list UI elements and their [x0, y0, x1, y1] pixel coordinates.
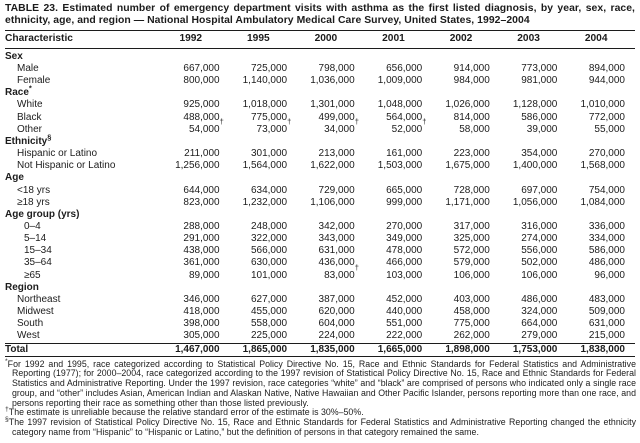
value-cell: 914,000 — [453, 62, 490, 74]
value-cell: 634,000 — [250, 184, 288, 196]
section-row — [5, 87, 635, 99]
column-header-year: 2003 — [500, 30, 568, 48]
value-cell — [500, 87, 568, 99]
value-cell — [230, 48, 298, 63]
value-cell: 349,000 — [386, 233, 423, 245]
value-cell: 103,000 — [386, 269, 423, 281]
value-cell — [162, 172, 230, 184]
value-cell: 270,000 — [386, 221, 423, 232]
row-label: ≥18 yrs — [17, 196, 50, 208]
value-cell: 336,000 — [588, 221, 625, 232]
value-cell: 620,000 — [318, 306, 355, 318]
value-cell: 1,140,000 — [242, 75, 288, 87]
value-cell: 1,171,000 — [445, 196, 490, 208]
column-header-year: 1992 — [162, 30, 230, 48]
value-cell: 213,000 — [318, 148, 355, 160]
value-cell — [500, 209, 568, 221]
total-row — [5, 343, 635, 356]
table-row — [5, 221, 635, 233]
value-cell: 262,000 — [453, 330, 490, 342]
value-cell: 1,865,000 — [230, 343, 298, 356]
value-cell: 1,467,000 — [162, 343, 230, 356]
value-cell: 1,838,000 — [567, 343, 635, 356]
value-cell: 325,000 — [453, 233, 490, 245]
value-cell: 586,000 — [521, 111, 558, 123]
value-cell: 944,000 — [588, 75, 625, 87]
value-cell — [230, 136, 298, 148]
value-cell: 73,000† — [256, 117, 292, 135]
value-cell: 466,000 — [386, 257, 423, 269]
value-cell: 316,000 — [521, 221, 558, 232]
value-cell — [230, 282, 298, 294]
dagger-marker: † — [5, 406, 9, 414]
value-cell: 644,000 — [183, 184, 220, 196]
value-cell — [432, 209, 500, 221]
value-cell: 1,010,000 — [580, 99, 625, 111]
table-row — [5, 160, 635, 172]
value-cell: 566,000 — [250, 245, 288, 257]
value-cell — [297, 48, 365, 63]
value-cell: 1,898,000 — [432, 343, 500, 356]
value-cell — [297, 87, 365, 99]
value-cell: 1,568,000 — [580, 160, 625, 172]
value-cell: 317,000 — [453, 221, 490, 232]
value-cell: 101,000 — [250, 269, 288, 281]
row-label: Total — [5, 343, 162, 356]
value-cell: 664,000 — [521, 318, 558, 330]
value-cell: 354,000 — [521, 148, 558, 160]
section-row — [5, 209, 635, 221]
value-cell: 55,000 — [594, 123, 625, 135]
value-cell — [162, 136, 230, 148]
value-cell: 814,000 — [453, 111, 490, 123]
value-cell — [500, 282, 568, 294]
row-label: Other — [17, 123, 43, 135]
value-cell: 58,000 — [459, 123, 490, 135]
value-cell: 558,000 — [250, 318, 288, 330]
value-cell: 488,000 — [183, 111, 220, 123]
value-cell: 343,000 — [318, 233, 355, 245]
footnote-ethnicity — [5, 418, 636, 437]
value-cell: 1,009,000 — [377, 75, 423, 87]
value-cell: 1,301,000 — [310, 99, 355, 111]
value-cell — [297, 282, 365, 294]
value-cell — [297, 209, 365, 221]
value-cell: 322,000 — [250, 233, 288, 245]
value-cell — [365, 282, 433, 294]
row-label: White — [17, 99, 43, 111]
value-cell: 346,000 — [183, 293, 220, 305]
row-label: 35–64 — [24, 257, 52, 269]
value-cell: 1,622,000 — [310, 160, 355, 172]
value-cell: 1,835,000 — [297, 343, 365, 356]
value-cell: 1,400,000 — [512, 160, 558, 172]
value-cell — [567, 136, 635, 148]
value-cell: 483,000 — [588, 293, 625, 305]
value-cell: 398,000 — [183, 318, 220, 330]
table-row — [5, 185, 635, 197]
value-cell: 729,000 — [318, 184, 355, 196]
value-cell: 83,000† — [324, 263, 359, 281]
value-cell — [567, 172, 635, 184]
column-header-year: 2001 — [365, 30, 433, 48]
table-row — [5, 99, 635, 111]
value-cell: 39,000 — [526, 123, 558, 135]
value-cell: 324,000 — [521, 306, 558, 318]
row-label: South — [17, 318, 44, 330]
value-cell: 775,000 — [250, 111, 288, 123]
footnotes — [5, 357, 636, 438]
value-cell: 823,000 — [183, 196, 220, 208]
value-cell: 773,000 — [521, 62, 558, 74]
value-cell: 301,000 — [250, 148, 288, 160]
value-cell: 458,000 — [453, 306, 490, 318]
row-label: <18 yrs — [17, 184, 51, 196]
value-cell: 1,048,000 — [377, 99, 423, 111]
value-cell: 334,000 — [588, 233, 625, 245]
value-cell — [432, 172, 500, 184]
value-cell: 1,564,000 — [242, 160, 288, 172]
value-cell: 604,000 — [318, 318, 355, 330]
value-cell: 656,000 — [386, 62, 423, 74]
row-label: 5–14 — [24, 233, 47, 245]
section-row — [5, 48, 635, 63]
value-cell: 486,000 — [588, 257, 625, 269]
value-cell: 509,000 — [588, 306, 625, 318]
section-row — [5, 136, 635, 148]
value-cell — [567, 209, 635, 221]
value-cell: 224,000 — [318, 330, 355, 342]
value-cell: 288,000 — [183, 221, 220, 232]
value-cell: 440,000 — [386, 306, 423, 318]
value-cell: 572,000 — [453, 245, 490, 257]
value-cell — [365, 209, 433, 221]
value-cell: 211,000 — [184, 148, 220, 160]
row-label: 15–34 — [24, 245, 52, 257]
value-cell: 1,128,000 — [512, 99, 558, 111]
value-cell — [162, 48, 230, 63]
value-cell — [567, 87, 635, 99]
value-cell: 106,000 — [453, 269, 490, 281]
value-cell: 631,000 — [318, 245, 355, 257]
table-row — [5, 330, 635, 343]
value-cell: 270,000 — [588, 148, 625, 160]
table-title: TABLE 23. Estimated number of emergency department visits with asthma as the first listed diagnosis, by year, sex, race, ethnicity, age, and region — National Hospital Ambulatory Medical Care Survey, United States, 1992–2004 — [5, 3, 635, 26]
table-row — [5, 233, 635, 245]
value-cell: 291,000 — [183, 233, 220, 245]
value-cell — [162, 282, 230, 294]
value-cell: 279,000 — [521, 330, 558, 342]
table-row — [5, 318, 635, 330]
value-cell: 418,000 — [183, 306, 220, 318]
row-label: Sex — [5, 50, 23, 62]
row-label: West — [17, 330, 40, 342]
row-label: Female — [17, 75, 51, 87]
value-cell — [432, 87, 500, 99]
value-cell: 1,753,000 — [500, 343, 568, 356]
value-cell: 455,000 — [250, 306, 288, 318]
row-label: Not Hispanic or Latino — [17, 160, 116, 172]
value-cell: 697,000 — [521, 184, 558, 196]
value-cell: 627,000 — [250, 293, 288, 305]
value-cell: 925,000 — [183, 99, 220, 111]
value-cell: 436,000 — [318, 257, 355, 269]
section-row — [5, 282, 635, 294]
value-cell: 1,232,000 — [242, 196, 288, 208]
row-label: Age group (yrs) — [5, 208, 80, 220]
value-cell: 34,000† — [324, 117, 359, 135]
footnote-text: For 1992 and 1995, race categorized according to Statistical Policy Directive No. 15, Race and Ethnic Standards for Federal Statistics and Administrative Reporting (1977); for 2000–2004, race categorized according to the 1997 revision of Statistical Policy Directive No. 15, Race and Ethnic Standards for Federal Statistics and Administrative Reporting. Under the 1997 revision, race categories “white” and “black” are comprised of persons who indicated only a single race group, and “other” includes Asian, American Indian and Alaskan Native, Native Hawaiian and Other Pacific Islander, persons reporting more than one race, and persons reporting their race as something other than those listed previously. — [7, 358, 636, 408]
asthma-ed-visits-table — [5, 30, 635, 357]
value-cell: 223,000 — [453, 148, 490, 160]
table-row — [5, 63, 635, 75]
value-cell — [432, 136, 500, 148]
section-marker: § — [5, 416, 9, 424]
value-cell: 1,036,000 — [310, 75, 355, 87]
header-row — [5, 30, 635, 48]
row-label: Region — [5, 281, 39, 293]
column-header-year: 2004 — [567, 30, 635, 48]
column-header-year: 2000 — [297, 30, 365, 48]
value-cell: 502,000 — [521, 257, 558, 269]
table-row — [5, 294, 635, 306]
row-label: ≥65 — [24, 269, 41, 281]
value-cell: 225,000 — [250, 330, 288, 342]
value-cell — [500, 48, 568, 63]
value-cell — [162, 87, 230, 99]
value-cell: 1,026,000 — [445, 99, 490, 111]
table-body — [5, 48, 635, 356]
value-cell: 342,000 — [318, 221, 355, 232]
row-label: Male — [17, 62, 39, 74]
value-cell — [365, 87, 433, 99]
value-cell — [365, 48, 433, 63]
value-cell: 403,000 — [453, 293, 490, 305]
value-cell: 1,106,000 — [310, 196, 355, 208]
value-cell: 478,000 — [386, 245, 423, 257]
value-cell: 725,000 — [250, 62, 288, 74]
table-row — [5, 112, 635, 124]
value-cell: 274,000 — [521, 233, 558, 245]
value-cell: 1,084,000 — [580, 196, 625, 208]
value-cell — [365, 136, 433, 148]
row-label: Hispanic or Latino — [17, 148, 98, 160]
value-cell: 775,000 — [453, 318, 490, 330]
value-cell — [500, 136, 568, 148]
value-cell — [297, 172, 365, 184]
value-cell: 499,000 — [318, 111, 355, 123]
value-cell: 665,000 — [386, 184, 423, 196]
value-cell — [230, 172, 298, 184]
value-cell: 981,000 — [521, 75, 558, 87]
value-cell: 1,056,000 — [512, 196, 558, 208]
value-cell: 106,000 — [521, 269, 558, 281]
value-cell: 1,665,000 — [365, 343, 433, 356]
value-cell: 222,000 — [386, 330, 423, 342]
value-cell — [500, 172, 568, 184]
value-cell — [365, 172, 433, 184]
value-cell: 551,000 — [386, 318, 423, 330]
value-cell: 438,000 — [183, 245, 220, 257]
table-row — [5, 257, 635, 269]
value-cell: 984,000 — [453, 75, 490, 87]
value-cell: 361,000 — [183, 257, 220, 269]
row-label: Northeast — [17, 293, 61, 305]
value-cell: 564,000 — [386, 111, 423, 123]
value-cell: 96,000 — [594, 269, 625, 281]
value-cell: 305,000 — [183, 330, 220, 342]
column-header-year: 1995 — [230, 30, 298, 48]
value-cell: 556,000 — [521, 245, 558, 257]
value-cell: 387,000 — [318, 293, 355, 305]
label-superscript: § — [47, 132, 52, 142]
row-label: Ethnicity§ — [5, 132, 52, 147]
value-cell — [230, 209, 298, 221]
table-row — [5, 75, 635, 87]
table-row — [5, 245, 635, 257]
value-cell — [432, 282, 500, 294]
table-row — [5, 124, 635, 136]
table-header — [5, 30, 635, 48]
value-cell: 772,000 — [588, 111, 625, 123]
column-header-year: 2002 — [432, 30, 500, 48]
value-cell: 999,000 — [386, 196, 423, 208]
asterisk-marker: * — [5, 357, 8, 365]
column-header-characteristic: Characteristic — [5, 30, 162, 48]
table-row — [5, 306, 635, 318]
label-superscript: * — [28, 83, 32, 93]
value-cell: 215,000 — [588, 330, 625, 342]
value-cell: 486,000 — [521, 293, 558, 305]
value-cell: 800,000 — [183, 75, 220, 87]
table-row — [5, 270, 635, 282]
value-cell: 798,000 — [318, 62, 355, 74]
value-cell: 586,000 — [588, 245, 625, 257]
value-cell: 1,503,000 — [377, 160, 423, 172]
footnote-race — [5, 357, 636, 409]
table-row — [5, 148, 635, 160]
value-cell: 248,000 — [250, 221, 288, 232]
value-cell: 894,000 — [588, 62, 625, 74]
value-cell: 1,675,000 — [445, 160, 490, 172]
footnote-text: The 1997 revision of Statistical Policy Directive No. 15, Race and Ethnic Standards for Federal Statistics and Administrative Reporting changed the ethnicity category name from “Hispanic” to “Hispanic or Latino,” but the definition of persons in that category remained the same. — [8, 416, 636, 437]
row-label: Black — [17, 111, 42, 123]
value-cell — [567, 48, 635, 63]
section-row — [5, 172, 635, 184]
row-label: 0–4 — [24, 221, 41, 232]
value-cell: 631,000 — [588, 318, 625, 330]
value-cell — [162, 209, 230, 221]
footnote-text: The estimate is unreliable because the relative standard error of the estimate is 30%–50%. — [8, 407, 364, 418]
value-cell: 1,256,000 — [175, 160, 220, 172]
value-cell: 89,000 — [188, 269, 220, 281]
row-label: Race* — [5, 83, 32, 99]
value-cell: 54,000† — [188, 117, 224, 135]
value-cell: 52,000† — [391, 117, 427, 135]
value-cell: 579,000 — [453, 257, 490, 269]
value-cell: 161,000 — [386, 148, 423, 160]
value-cell — [297, 136, 365, 148]
value-cell — [230, 87, 298, 99]
value-cell: 630,000 — [250, 257, 288, 269]
value-cell: 452,000 — [386, 293, 423, 305]
value-cell: 1,018,000 — [242, 99, 288, 111]
value-cell: 728,000 — [453, 184, 490, 196]
value-cell — [432, 48, 500, 63]
value-cell: 754,000 — [588, 184, 625, 196]
row-label: Age — [5, 172, 24, 184]
value-cell — [567, 282, 635, 294]
value-cell: 667,000 — [183, 62, 220, 74]
row-label: Midwest — [17, 306, 54, 318]
table-row — [5, 197, 635, 209]
